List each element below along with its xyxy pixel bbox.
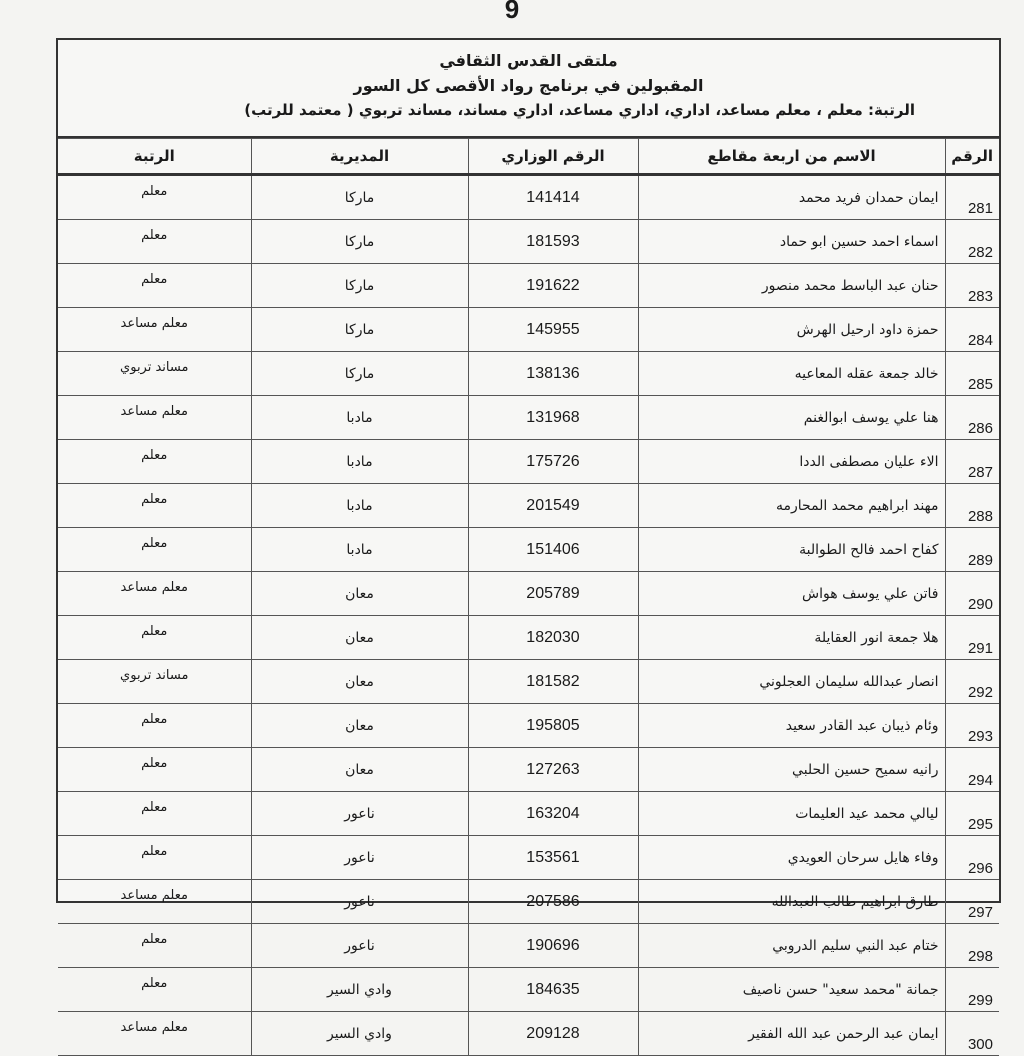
document-header <box>58 40 999 138</box>
table-row <box>58 880 999 924</box>
table-row <box>58 440 999 484</box>
directorate-cell: وادي السير <box>251 1012 468 1056</box>
row-number-cell: 290 <box>945 572 999 616</box>
ministry-id-cell: 175726 <box>468 440 638 484</box>
table-row <box>58 308 999 352</box>
directorate-cell: ماركا <box>251 264 468 308</box>
table-row <box>58 660 999 704</box>
ministry-id-cell: 151406 <box>468 528 638 572</box>
rank-cell: معلم <box>58 440 251 484</box>
rank-cell: معلم <box>58 175 251 220</box>
ministry-id-cell: 201549 <box>468 484 638 528</box>
full-name-cell: مهند ابراهيم محمد المحارمه <box>638 484 945 528</box>
row-number-cell: 297 <box>945 880 999 924</box>
full-name-cell: طارق ابراهيم طالب العبدالله <box>638 880 945 924</box>
directorate-cell: مادبا <box>251 484 468 528</box>
table-row <box>58 572 999 616</box>
table-row <box>58 748 999 792</box>
rank-cell: معلم <box>58 220 251 264</box>
row-number-cell: 300 <box>945 1012 999 1056</box>
program-title: المقبولين في برنامج رواد الأقصى كل السور <box>353 76 704 95</box>
full-name-cell: ايمان عبد الرحمن عبد الله الفقير <box>638 1012 945 1056</box>
full-name-cell: كفاح احمد فالح الطوالبة <box>638 528 945 572</box>
table-row <box>58 396 999 440</box>
directorate-cell: ماركا <box>251 308 468 352</box>
rank-cell: معلم مساعد <box>58 308 251 352</box>
rank-cell: مساند تربوي <box>58 660 251 704</box>
directorate-cell: معان <box>251 616 468 660</box>
rank-cell: معلم مساعد <box>58 880 251 924</box>
full-name-cell: اسماء احمد حسين ابو حماد <box>638 220 945 264</box>
directorate-cell: معان <box>251 660 468 704</box>
full-name-cell: رانيه سميح حسين الحلبي <box>638 748 945 792</box>
table-row <box>58 616 999 660</box>
directorate-cell: ناعور <box>251 836 468 880</box>
table-header-row <box>58 139 999 175</box>
table-row <box>58 220 999 264</box>
table-row <box>58 484 999 528</box>
full-name-cell: حنان عبد الباسط محمد منصور <box>638 264 945 308</box>
full-name-cell: الاء عليان مصطفى الددا <box>638 440 945 484</box>
column-header-ministry-id: الرقم الوزاري <box>468 139 638 175</box>
row-number-cell: 288 <box>945 484 999 528</box>
column-header-num: الرقم <box>945 139 999 175</box>
document-sheet <box>56 38 1001 1053</box>
page-number: 9 <box>504 0 520 24</box>
rank-cell: معلم <box>58 748 251 792</box>
row-number-cell: 282 <box>945 220 999 264</box>
rank-cell: معلم مساعد <box>58 572 251 616</box>
row-number-cell: 284 <box>945 308 999 352</box>
row-number-cell: 298 <box>945 924 999 968</box>
table-row <box>58 968 999 1012</box>
row-number-cell: 299 <box>945 968 999 1012</box>
full-name-cell: خالد جمعة عقله المعاعيه <box>638 352 945 396</box>
rank-cell: معلم <box>58 484 251 528</box>
row-number-cell: 296 <box>945 836 999 880</box>
ministry-id-cell: 182030 <box>468 616 638 660</box>
directorate-cell: مادبا <box>251 396 468 440</box>
rank-cell: معلم <box>58 264 251 308</box>
table-row <box>58 352 999 396</box>
full-name-cell: ختام عبد النبي سليم الدروبي <box>638 924 945 968</box>
rank-cell: معلم <box>58 528 251 572</box>
ministry-id-cell: 181593 <box>468 220 638 264</box>
ministry-id-cell: 127263 <box>468 748 638 792</box>
table-row <box>58 704 999 748</box>
rank-cell: معلم مساعد <box>58 1012 251 1056</box>
ministry-id-cell: 195805 <box>468 704 638 748</box>
full-name-cell: وفاء هايل سرحان العويدي <box>638 836 945 880</box>
row-number-cell: 291 <box>945 616 999 660</box>
rank-cell: معلم <box>58 968 251 1012</box>
row-number-cell: 283 <box>945 264 999 308</box>
directorate-cell: معان <box>251 704 468 748</box>
directorate-cell: معان <box>251 572 468 616</box>
ministry-id-cell: 190696 <box>468 924 638 968</box>
full-name-cell: هنا علي يوسف ابوالغنم <box>638 396 945 440</box>
organization-title: ملتقى القدس الثقافي <box>439 51 618 70</box>
ranks-note: الرتبة: معلم ، معلم مساعد، اداري، اداري مساعد، اداري مساند، مساند تربوي ( معتمد للرتب) <box>244 101 915 119</box>
row-number-cell: 294 <box>945 748 999 792</box>
directorate-cell: ماركا <box>251 220 468 264</box>
directorate-cell: ناعور <box>251 792 468 836</box>
table-row <box>58 1012 999 1056</box>
table-row <box>58 836 999 880</box>
full-name-cell: انصار عبدالله سليمان العجلوني <box>638 660 945 704</box>
full-name-cell: وئام ذيبان عبد القادر سعيد <box>638 704 945 748</box>
ministry-id-cell: 145955 <box>468 308 638 352</box>
directorate-cell: ماركا <box>251 175 468 220</box>
rank-cell: معلم مساعد <box>58 396 251 440</box>
ministry-id-cell: 184635 <box>468 968 638 1012</box>
full-name-cell: فاتن علي يوسف هواش <box>638 572 945 616</box>
row-number-cell: 293 <box>945 704 999 748</box>
table-row <box>58 175 999 220</box>
row-number-cell: 292 <box>945 660 999 704</box>
directorate-cell: معان <box>251 748 468 792</box>
table-row <box>58 924 999 968</box>
directorate-cell: مادبا <box>251 440 468 484</box>
table-row <box>58 264 999 308</box>
row-number-cell: 287 <box>945 440 999 484</box>
directorate-cell: ماركا <box>251 352 468 396</box>
ministry-id-cell: 163204 <box>468 792 638 836</box>
rank-cell: معلم <box>58 836 251 880</box>
directorate-cell: ناعور <box>251 924 468 968</box>
ministry-id-cell: 141414 <box>468 175 638 220</box>
rank-cell: مساند تربوي <box>58 352 251 396</box>
directorate-cell: مادبا <box>251 528 468 572</box>
full-name-cell: ليالي محمد عيد العليمات <box>638 792 945 836</box>
full-name-cell: ايمان حمدان فريد محمد <box>638 175 945 220</box>
row-number-cell: 285 <box>945 352 999 396</box>
rank-cell: معلم <box>58 616 251 660</box>
column-header-rank: الرتبة <box>58 139 251 175</box>
ministry-id-cell: 153561 <box>468 836 638 880</box>
full-name-cell: هلا جمعة انور العقايلة <box>638 616 945 660</box>
rank-cell: معلم <box>58 792 251 836</box>
table-row <box>58 528 999 572</box>
row-number-cell: 289 <box>945 528 999 572</box>
row-number-cell: 286 <box>945 396 999 440</box>
column-header-name: الاسم من اربعة مقاطع <box>638 139 945 175</box>
directorate-cell: ناعور <box>251 880 468 924</box>
column-header-directorate: المديرية <box>251 139 468 175</box>
ministry-id-cell: 181582 <box>468 660 638 704</box>
table-row <box>58 792 999 836</box>
rank-cell: معلم <box>58 924 251 968</box>
ministry-id-cell: 138136 <box>468 352 638 396</box>
directorate-cell: وادي السير <box>251 968 468 1012</box>
row-number-cell: 295 <box>945 792 999 836</box>
ministry-id-cell: 131968 <box>468 396 638 440</box>
ministry-id-cell: 205789 <box>468 572 638 616</box>
full-name-cell: حمزة داود ارحيل الهرش <box>638 308 945 352</box>
full-name-cell: جمانة "محمد سعيد" حسن ناصيف <box>638 968 945 1012</box>
rank-cell: معلم <box>58 704 251 748</box>
row-number-cell: 281 <box>945 175 999 220</box>
ministry-id-cell: 207586 <box>468 880 638 924</box>
accepted-list-table <box>58 138 999 1056</box>
ministry-id-cell: 191622 <box>468 264 638 308</box>
ministry-id-cell: 209128 <box>468 1012 638 1056</box>
